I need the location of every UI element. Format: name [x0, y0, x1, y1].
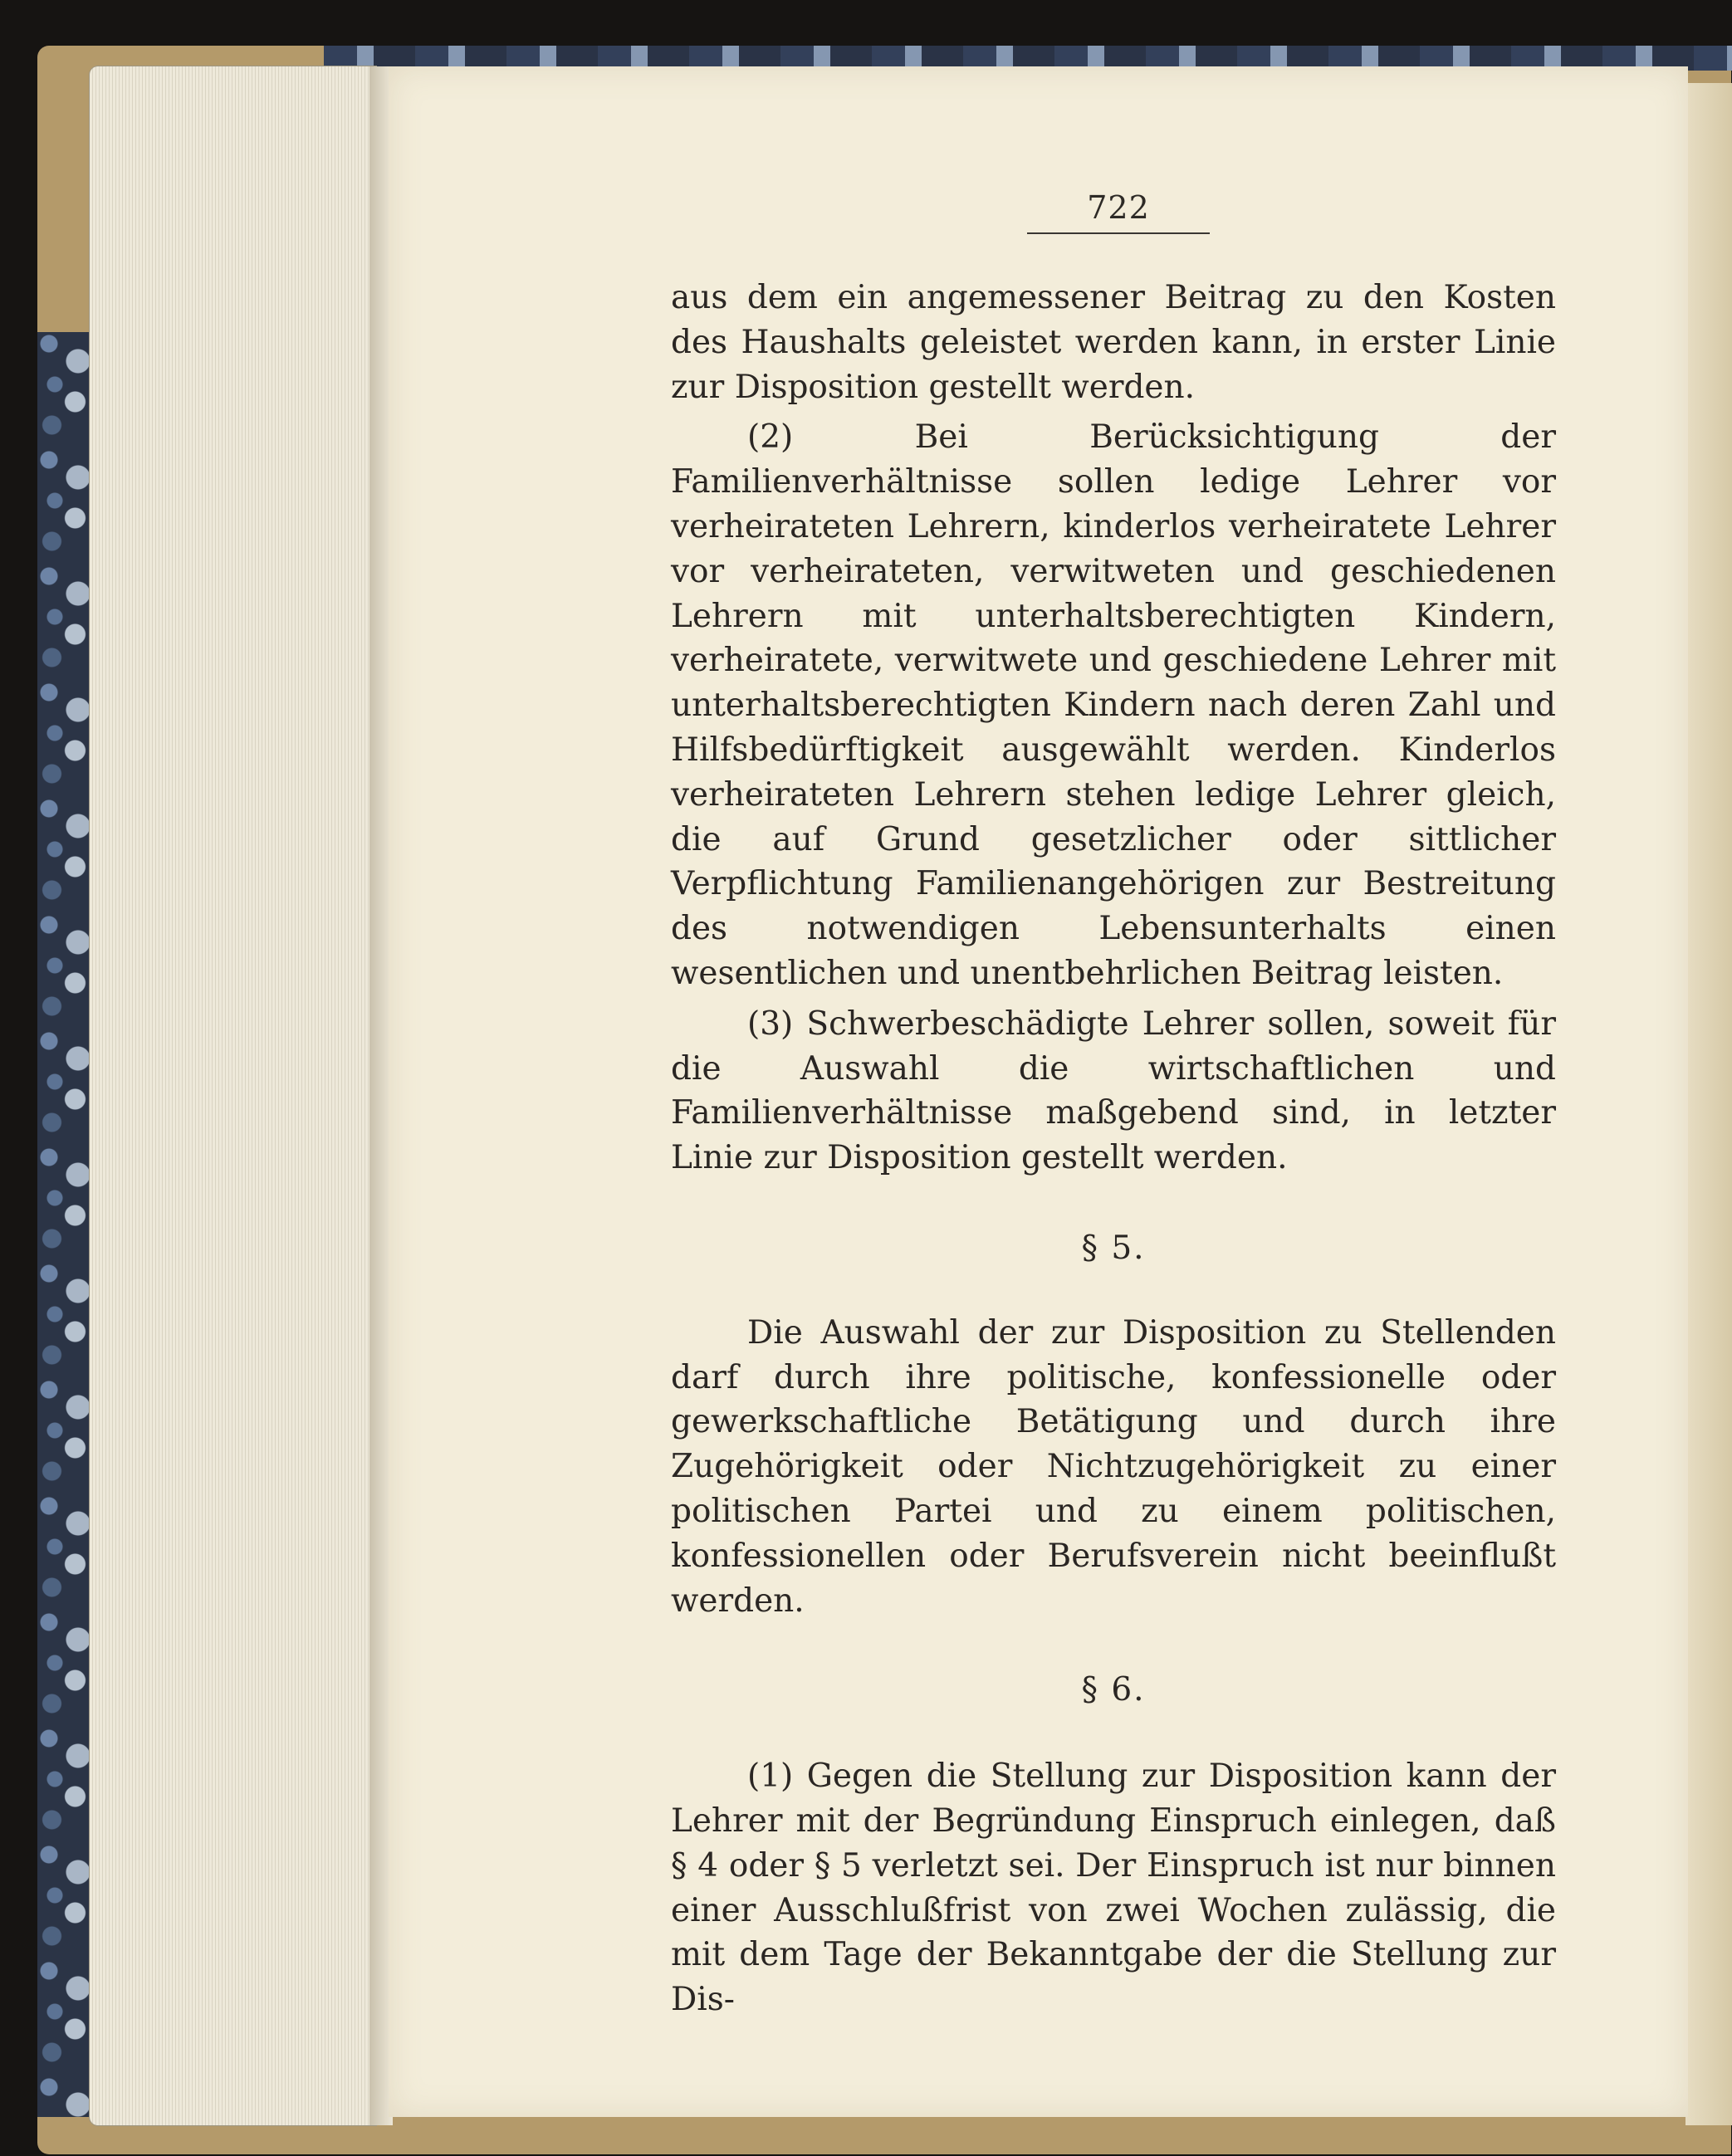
paragraph-continuation: aus dem ein angemessener Beitrag zu den Kosten des Haushalts geleistet werden kann, in erster Linie zur Disposition gestellt werden. [671, 279, 1556, 406]
paragraph-4-2: (2) Bei Berücksichtigung der Familienverhältnisse sollen ledige Lehrer vor verheirateten Lehrern, kinderlos verheiratete Lehrer vor verheirateten, verwitweten und geschiedenen Lehrern mit unterhaltsberechtigten Kindern, verheiratete, verwitwete und geschiedene Lehrer mit unterhaltsberechtigten Kindern nach deren Zahl und Hilfsbedürftigkeit ausgewählt werden. Kinderlos verheirateten Lehrern stehen ledige Lehrer gleich, die auf Grund gesetzlicher oder sittlicher Verpflichtung Familienangehörigen zur Bestreitung des notwendigen Lebensunterhalts einen wesentlichen und unentbehrlichen Beitrag leisten. [671, 418, 1556, 992]
section-6-paragraph: (1) Gegen die Stellung zur Disposition kann der Lehrer mit der Begründung Einspruch einlegen, daß § 4 oder § 5 verletzt sei. Der Einspruch ist nur binnen einer Ausschlußfrist von zwei Wochen zulässig, die mit dem Tage der Bekanntgabe der die Stellung zur Dis- [671, 1758, 1556, 2019]
page-number-rule [1027, 232, 1210, 234]
marbled-endpaper [37, 332, 95, 2117]
facing-page-edge [1686, 83, 1732, 2125]
paragraph-4-3: (3) Schwerbeschädigte Lehrer sollen, soweit für die Auswahl die wirtschaftlichen und Familienverhältnisse maßgebend sind, in letzter Linie zur Disposition gestellt werden. [671, 1005, 1556, 1177]
page-number: 722 [1087, 189, 1150, 226]
section-5-paragraph: Die Auswahl der zur Disposition zu Stellenden darf durch ihre politische, konfessionelle oder gewerkschaftliche Betätigung und durch ihre Zugehörigkeit oder Nichtzugehörigkeit zu einer politischen Partei und zu einem politischen, konfessionellen oder Berufsverein nicht beeinflußt werden. [671, 1313, 1556, 1620]
page-body [671, 276, 1556, 2022]
section-6-heading: § 6. [1081, 1671, 1146, 1709]
page-block-edge [90, 66, 376, 2125]
section-5-heading: § 5. [1081, 1229, 1146, 1267]
